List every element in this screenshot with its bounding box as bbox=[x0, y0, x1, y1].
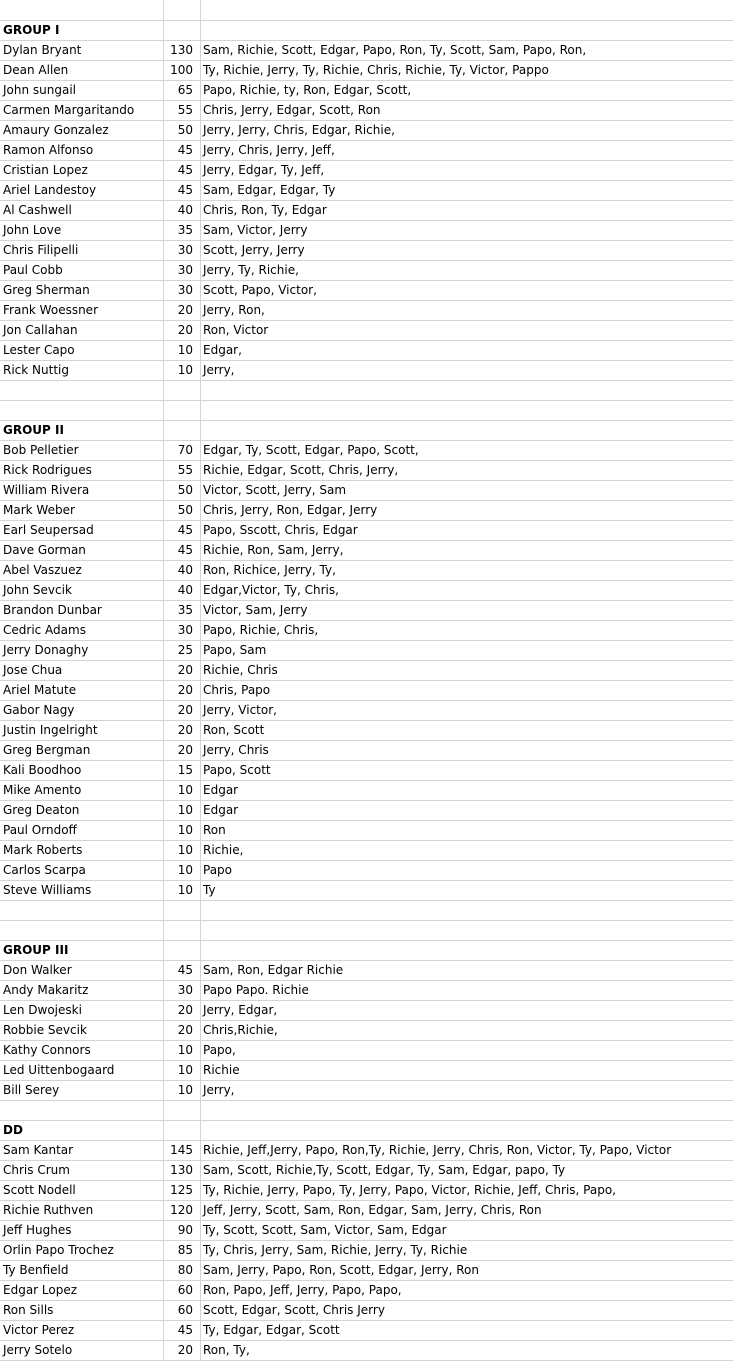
points-cell[interactable]: 45 bbox=[164, 141, 201, 160]
referral-names-cell[interactable]: Victor, Sam, Jerry bbox=[203, 603, 308, 617]
points-cell[interactable]: 20 bbox=[164, 741, 201, 760]
table-row bbox=[0, 1281, 733, 1301]
table-row bbox=[0, 741, 733, 761]
referral-names-cell[interactable]: Chris, Jerry, Edgar, Scott, Ron bbox=[203, 103, 381, 117]
blank-row bbox=[0, 901, 733, 921]
group-title[interactable]: DD bbox=[0, 1121, 164, 1140]
referral-names-cell[interactable]: Sam, Richie, Scott, Edgar, Papo, Ron, Ty, Scott, Sam, Papo, Ron, bbox=[203, 43, 587, 57]
member-name-cell[interactable]: Sam Kantar bbox=[0, 1141, 164, 1160]
table-row bbox=[0, 641, 733, 661]
referral-names-cell[interactable]: Papo, Sam bbox=[203, 643, 267, 657]
table-row bbox=[0, 101, 733, 121]
points-cell[interactable]: 50 bbox=[164, 481, 201, 500]
member-name-cell[interactable]: Justin Ingelright bbox=[0, 721, 164, 740]
table-row bbox=[0, 1041, 733, 1061]
blank-row bbox=[0, 381, 733, 401]
member-name-cell[interactable] bbox=[0, 0, 164, 20]
points-cell[interactable]: 20 bbox=[164, 661, 201, 680]
referral-names-cell[interactable]: Jerry, Chris, Jerry, Jeff, bbox=[203, 143, 335, 157]
points-cell[interactable]: 30 bbox=[164, 281, 201, 300]
referral-names-cell[interactable]: Jerry, Jerry, Chris, Edgar, Richie, bbox=[203, 123, 395, 137]
table-row bbox=[0, 1221, 733, 1241]
member-name-cell[interactable]: Chris Filipelli bbox=[0, 241, 164, 260]
member-name-cell[interactable]: Kali Boodhoo bbox=[0, 761, 164, 780]
table-row bbox=[0, 501, 733, 521]
referral-names-cell[interactable]: Ty bbox=[203, 883, 216, 897]
points-cell[interactable]: 80 bbox=[164, 1261, 201, 1280]
member-name-cell[interactable]: Abel Vaszuez bbox=[0, 561, 164, 580]
member-name-cell[interactable]: Dylan Bryant bbox=[0, 41, 164, 60]
points-cell[interactable] bbox=[164, 901, 201, 920]
member-name-cell[interactable]: Bill Serey bbox=[0, 1081, 164, 1100]
member-name-cell[interactable]: Len Dwojeski bbox=[0, 1001, 164, 1020]
points-cell[interactable]: 10 bbox=[164, 1061, 201, 1080]
referral-names-cell[interactable]: Ty, Richie, Jerry, Ty, Richie, Chris, Richie, Ty, Victor, Pappo bbox=[203, 63, 549, 77]
points-cell[interactable] bbox=[164, 1101, 201, 1120]
member-name-cell[interactable]: Jerry Sotelo bbox=[0, 1341, 164, 1360]
member-name-cell[interactable]: Scott Nodell bbox=[0, 1181, 164, 1200]
table-row bbox=[0, 81, 733, 101]
table-row bbox=[0, 221, 733, 241]
table-row bbox=[0, 301, 733, 321]
table-row bbox=[0, 1241, 733, 1261]
table-row bbox=[0, 861, 733, 881]
table-row bbox=[0, 801, 733, 821]
points-cell[interactable]: 120 bbox=[164, 1201, 201, 1220]
blank-row bbox=[0, 921, 733, 941]
group-header-dd bbox=[0, 1121, 733, 1141]
member-name-cell[interactable]: Mark Roberts bbox=[0, 841, 164, 860]
points-cell[interactable]: 25 bbox=[164, 641, 201, 660]
referral-names-cell[interactable]: Richie, Ron, Sam, Jerry, bbox=[203, 543, 344, 557]
table-row bbox=[0, 841, 733, 861]
table-row bbox=[0, 1301, 733, 1321]
points-cell[interactable] bbox=[164, 1121, 201, 1140]
member-name-cell[interactable]: Amaury Gonzalez bbox=[0, 121, 164, 140]
member-name-cell[interactable]: Carlos Scarpa bbox=[0, 861, 164, 880]
referral-names-cell[interactable]: Scott, Edgar, Scott, Chris Jerry bbox=[203, 1303, 385, 1317]
points-cell[interactable]: 90 bbox=[164, 1221, 201, 1240]
table-row bbox=[0, 701, 733, 721]
table-row bbox=[0, 261, 733, 281]
group-header-group-i bbox=[0, 21, 733, 41]
member-name-cell[interactable]: Victor Perez bbox=[0, 1321, 164, 1340]
member-name-cell[interactable]: Led Uittenbogaard bbox=[0, 1061, 164, 1080]
points-cell[interactable]: 30 bbox=[164, 981, 201, 1000]
member-name-cell[interactable]: Bob Pelletier bbox=[0, 441, 164, 460]
points-cell[interactable]: 55 bbox=[164, 461, 201, 480]
referral-names-cell[interactable]: Richie, Chris bbox=[203, 663, 278, 677]
referral-names-cell[interactable]: Ty, Richie, Jerry, Papo, Ty, Jerry, Papo, Victor, Richie, Jeff, Chris, Papo, bbox=[203, 1183, 616, 1197]
member-name-cell[interactable] bbox=[0, 381, 164, 400]
points-cell[interactable]: 40 bbox=[164, 581, 201, 600]
table-row bbox=[0, 1161, 733, 1181]
referral-names-cell[interactable]: Edgar, Ty, Scott, Edgar, Papo, Scott, bbox=[203, 443, 419, 457]
referral-names-cell[interactable]: Chris, Ron, Ty, Edgar bbox=[203, 203, 327, 217]
points-cell[interactable]: 130 bbox=[164, 1161, 201, 1180]
points-cell[interactable]: 45 bbox=[164, 1321, 201, 1340]
table-row bbox=[0, 41, 733, 61]
referral-names-cell[interactable]: Ron, Ty, bbox=[203, 1343, 250, 1357]
referral-names-cell[interactable]: Richie bbox=[203, 1063, 240, 1077]
referral-names-cell[interactable]: Sam, Victor, Jerry bbox=[203, 223, 308, 237]
table-row bbox=[0, 621, 733, 641]
referral-names-cell[interactable]: Ron, Scott bbox=[203, 723, 265, 737]
table-row bbox=[0, 1001, 733, 1021]
group-header-group-ii bbox=[0, 421, 733, 441]
member-name-cell[interactable]: Orlin Papo Trochez bbox=[0, 1241, 164, 1260]
referral-names-cell[interactable]: Scott, Papo, Victor, bbox=[203, 283, 317, 297]
points-cell[interactable]: 70 bbox=[164, 441, 201, 460]
referral-names-cell[interactable]: Edgar bbox=[203, 803, 239, 817]
referral-names-cell[interactable]: Sam, Ron, Edgar Richie bbox=[203, 963, 344, 977]
points-cell[interactable]: 10 bbox=[164, 881, 201, 900]
member-name-cell[interactable]: Al Cashwell bbox=[0, 201, 164, 220]
points-cell[interactable]: 40 bbox=[164, 201, 201, 220]
referral-names-cell[interactable]: Edgar, bbox=[203, 343, 242, 357]
member-name-cell[interactable]: Dean Allen bbox=[0, 61, 164, 80]
table-row bbox=[0, 561, 733, 581]
member-name-cell[interactable]: Jose Chua bbox=[0, 661, 164, 680]
table-row bbox=[0, 121, 733, 141]
referral-names-cell[interactable]: Sam, Scott, Richie,Ty, Scott, Edgar, Ty, Sam, Edgar, papo, Ty bbox=[203, 1163, 566, 1177]
referral-names-cell[interactable]: Ron, Papo, Jeff, Jerry, Papo, Papo, bbox=[203, 1283, 402, 1297]
referral-names-cell[interactable]: Richie, Jeff,Jerry, Papo, Ron,Ty, Richie, Jerry, Chris, Ron, Victor, Ty, Papo, Victor bbox=[203, 1143, 672, 1157]
points-cell[interactable]: 20 bbox=[164, 1021, 201, 1040]
member-name-cell[interactable]: Jon Callahan bbox=[0, 321, 164, 340]
member-name-cell[interactable]: Greg Sherman bbox=[0, 281, 164, 300]
table-row bbox=[0, 1081, 733, 1101]
member-name-cell[interactable]: Ariel Matute bbox=[0, 681, 164, 700]
group-title[interactable]: GROUP I bbox=[0, 21, 164, 40]
points-cell[interactable]: 55 bbox=[164, 101, 201, 120]
referral-names-cell[interactable]: Edgar bbox=[203, 783, 239, 797]
points-cell[interactable]: 35 bbox=[164, 601, 201, 620]
referral-names-cell[interactable]: Richie, Edgar, Scott, Chris, Jerry, bbox=[203, 463, 399, 477]
referral-names-cell[interactable] bbox=[201, 1101, 733, 1120]
points-cell[interactable]: 65 bbox=[164, 81, 201, 100]
table-row bbox=[0, 1021, 733, 1041]
referral-names-cell[interactable]: Jerry, Victor, bbox=[203, 703, 277, 717]
member-name-cell[interactable]: Cedric Adams bbox=[0, 621, 164, 640]
table-row bbox=[0, 201, 733, 221]
member-name-cell[interactable] bbox=[0, 901, 164, 920]
blank-row bbox=[0, 1101, 733, 1121]
points-cell[interactable]: 10 bbox=[164, 841, 201, 860]
points-cell[interactable]: 20 bbox=[164, 1001, 201, 1020]
referral-names-cell[interactable] bbox=[201, 401, 733, 420]
member-name-cell[interactable]: Rick Rodrigues bbox=[0, 461, 164, 480]
referral-names-cell[interactable]: Edgar,Victor, Ty, Chris, bbox=[203, 583, 339, 597]
table-row bbox=[0, 1141, 733, 1161]
member-name-cell[interactable]: Robbie Sevcik bbox=[0, 1021, 164, 1040]
member-name-cell[interactable]: Richie Ruthven bbox=[0, 1201, 164, 1220]
referral-names-cell[interactable] bbox=[201, 381, 733, 400]
member-name-cell[interactable]: Paul Orndoff bbox=[0, 821, 164, 840]
member-name-cell[interactable]: John Love bbox=[0, 221, 164, 240]
member-name-cell[interactable]: Earl Seupersad bbox=[0, 521, 164, 540]
member-name-cell[interactable] bbox=[0, 1101, 164, 1120]
table-row bbox=[0, 981, 733, 1001]
referral-names-cell[interactable]: Jerry, Ty, Richie, bbox=[203, 263, 299, 277]
table-row bbox=[0, 1321, 733, 1341]
member-name-cell[interactable]: Jerry Donaghy bbox=[0, 641, 164, 660]
points-cell[interactable]: 20 bbox=[164, 681, 201, 700]
points-cell[interactable]: 60 bbox=[164, 1281, 201, 1300]
referral-names-cell[interactable]: Ty, Chris, Jerry, Sam, Richie, Jerry, Ty, Richie bbox=[203, 1243, 468, 1257]
member-name-cell[interactable]: Brandon Dunbar bbox=[0, 601, 164, 620]
member-name-cell[interactable]: Ariel Landestoy bbox=[0, 181, 164, 200]
referral-names-cell[interactable]: Ron, Richice, Jerry, Ty, bbox=[203, 563, 336, 577]
points-cell[interactable]: 45 bbox=[164, 181, 201, 200]
member-name-cell[interactable]: Ron Sills bbox=[0, 1301, 164, 1320]
points-cell[interactable] bbox=[164, 381, 201, 400]
table-row bbox=[0, 541, 733, 561]
points-cell[interactable] bbox=[164, 0, 201, 20]
member-name-cell[interactable]: Carmen Margaritando bbox=[0, 101, 164, 120]
points-cell[interactable]: 10 bbox=[164, 1081, 201, 1100]
points-cell[interactable]: 40 bbox=[164, 561, 201, 580]
member-name-cell[interactable]: Don Walker bbox=[0, 961, 164, 980]
points-cell[interactable]: 50 bbox=[164, 121, 201, 140]
points-cell[interactable]: 30 bbox=[164, 241, 201, 260]
member-name-cell[interactable]: Steve Williams bbox=[0, 881, 164, 900]
points-cell[interactable]: 10 bbox=[164, 821, 201, 840]
points-cell[interactable]: 10 bbox=[164, 801, 201, 820]
table-row bbox=[0, 1341, 733, 1361]
member-name-cell[interactable]: Lester Capo bbox=[0, 341, 164, 360]
table-row bbox=[0, 1261, 733, 1281]
table-row bbox=[0, 61, 733, 81]
points-cell[interactable]: 15 bbox=[164, 761, 201, 780]
points-cell[interactable]: 45 bbox=[164, 161, 201, 180]
table-row bbox=[0, 161, 733, 181]
table-row bbox=[0, 281, 733, 301]
table-row bbox=[0, 721, 733, 741]
points-cell[interactable]: 10 bbox=[164, 341, 201, 360]
referral-names-cell[interactable]: Jerry, Chris bbox=[203, 743, 269, 757]
points-cell[interactable]: 30 bbox=[164, 621, 201, 640]
points-cell[interactable]: 10 bbox=[164, 781, 201, 800]
referral-names-cell[interactable]: Papo bbox=[203, 863, 233, 877]
referral-names-cell[interactable] bbox=[201, 901, 733, 920]
member-name-cell[interactable] bbox=[0, 401, 164, 420]
points-cell[interactable]: 50 bbox=[164, 501, 201, 520]
group-title[interactable]: GROUP III bbox=[0, 941, 164, 960]
member-name-cell[interactable]: William Rivera bbox=[0, 481, 164, 500]
referral-names-cell[interactable]: Ron, Victor bbox=[203, 323, 269, 337]
table-row bbox=[0, 241, 733, 261]
referral-names-cell[interactable]: Jerry, Edgar, Ty, Jeff, bbox=[203, 163, 325, 177]
member-name-cell[interactable]: Ty Benfield bbox=[0, 1261, 164, 1280]
member-name-cell[interactable]: Edgar Lopez bbox=[0, 1281, 164, 1300]
member-name-cell[interactable]: Mark Weber bbox=[0, 501, 164, 520]
referral-names-cell[interactable] bbox=[201, 1121, 733, 1140]
table-row bbox=[0, 181, 733, 201]
table-row bbox=[0, 321, 733, 341]
member-name-cell[interactable]: Jeff Hughes bbox=[0, 1221, 164, 1240]
points-cell[interactable]: 20 bbox=[164, 301, 201, 320]
member-name-cell[interactable]: Chris Crum bbox=[0, 1161, 164, 1180]
referral-names-cell[interactable]: Victor, Scott, Jerry, Sam bbox=[203, 483, 347, 497]
referral-names-cell[interactable]: Chris, Papo bbox=[203, 683, 271, 697]
member-name-cell[interactable]: Cristian Lopez bbox=[0, 161, 164, 180]
referral-names-cell[interactable]: Jerry, Edgar, bbox=[203, 1003, 278, 1017]
referral-names-cell[interactable]: Papo, Sscott, Chris, Edgar bbox=[203, 523, 358, 537]
table-row bbox=[0, 761, 733, 781]
points-cell[interactable]: 20 bbox=[164, 701, 201, 720]
referral-names-cell[interactable]: Papo, bbox=[203, 1043, 236, 1057]
points-cell[interactable]: 20 bbox=[164, 321, 201, 340]
points-cell[interactable]: 10 bbox=[164, 861, 201, 880]
member-name-cell[interactable]: John sungail bbox=[0, 81, 164, 100]
referral-names-cell[interactable]: Jerry, bbox=[203, 1083, 235, 1097]
table-row bbox=[0, 481, 733, 501]
referral-names-cell[interactable]: Papo, Richie, Chris, bbox=[203, 623, 319, 637]
referral-names-cell[interactable]: Jeff, Jerry, Scott, Sam, Ron, Edgar, Sam, Jerry, Chris, Ron bbox=[203, 1203, 542, 1217]
points-cell[interactable]: 20 bbox=[164, 1341, 201, 1360]
table-row bbox=[0, 781, 733, 801]
points-cell[interactable]: 125 bbox=[164, 1181, 201, 1200]
table-row bbox=[0, 341, 733, 361]
member-name-cell[interactable]: Dave Gorman bbox=[0, 541, 164, 560]
table-row bbox=[0, 1061, 733, 1081]
points-cell[interactable]: 60 bbox=[164, 1301, 201, 1320]
referral-names-cell[interactable]: Papo, Scott bbox=[203, 763, 271, 777]
referral-names-cell[interactable]: Richie, bbox=[203, 843, 244, 857]
member-name-cell[interactable]: Mike Amento bbox=[0, 781, 164, 800]
points-cell[interactable]: 130 bbox=[164, 41, 201, 60]
points-cell[interactable]: 45 bbox=[164, 521, 201, 540]
referral-names-cell[interactable]: Scott, Jerry, Jerry bbox=[203, 243, 305, 257]
table-row bbox=[0, 681, 733, 701]
member-name-cell[interactable]: Greg Deaton bbox=[0, 801, 164, 820]
points-cell[interactable]: 85 bbox=[164, 1241, 201, 1260]
referral-names-cell[interactable]: Papo, Richie, ty, Ron, Edgar, Scott, bbox=[203, 83, 412, 97]
table-row bbox=[0, 141, 733, 161]
points-cell[interactable]: 10 bbox=[164, 361, 201, 380]
member-name-cell[interactable] bbox=[0, 921, 164, 940]
points-cell[interactable] bbox=[164, 21, 201, 40]
blank-row bbox=[0, 401, 733, 421]
member-name-cell[interactable]: Frank Woessner bbox=[0, 301, 164, 320]
points-cell[interactable]: 20 bbox=[164, 721, 201, 740]
referral-names-cell[interactable] bbox=[201, 21, 733, 40]
table-row bbox=[0, 441, 733, 461]
table-row bbox=[0, 661, 733, 681]
referral-names-cell[interactable] bbox=[201, 421, 733, 440]
referral-names-cell[interactable]: Sam, Jerry, Papo, Ron, Scott, Edgar, Jerry, Ron bbox=[203, 1263, 479, 1277]
referral-names-cell[interactable]: Jerry, Ron, bbox=[203, 303, 265, 317]
table-row bbox=[0, 521, 733, 541]
points-cell[interactable]: 30 bbox=[164, 261, 201, 280]
points-cell[interactable]: 45 bbox=[164, 541, 201, 560]
points-cell[interactable]: 100 bbox=[164, 61, 201, 80]
points-cell[interactable] bbox=[164, 941, 201, 960]
referral-names-cell[interactable] bbox=[201, 0, 733, 20]
member-name-cell[interactable]: Greg Bergman bbox=[0, 741, 164, 760]
blank-row bbox=[0, 0, 733, 21]
referral-names-cell[interactable]: Chris,Richie, bbox=[203, 1023, 278, 1037]
referral-names-cell[interactable]: Ron bbox=[203, 823, 226, 837]
member-name-cell[interactable]: John Sevcik bbox=[0, 581, 164, 600]
referral-names-cell[interactable] bbox=[201, 921, 733, 940]
member-name-cell[interactable]: Kathy Connors bbox=[0, 1041, 164, 1060]
group-title[interactable]: GROUP II bbox=[0, 421, 164, 440]
member-name-cell[interactable]: Andy Makaritz bbox=[0, 981, 164, 1000]
referral-names-cell[interactable]: Ty, Edgar, Edgar, Scott bbox=[203, 1323, 340, 1337]
referral-names-cell[interactable]: Sam, Edgar, Edgar, Ty bbox=[203, 183, 336, 197]
table-row bbox=[0, 1201, 733, 1221]
table-row bbox=[0, 881, 733, 901]
referral-names-cell[interactable]: Papo Papo. Richie bbox=[203, 983, 309, 997]
referral-names-cell[interactable]: Chris, Jerry, Ron, Edgar, Jerry bbox=[203, 503, 378, 517]
referral-names-cell[interactable] bbox=[201, 941, 733, 960]
points-cell[interactable]: 35 bbox=[164, 221, 201, 240]
member-name-cell[interactable]: Ramon Alfonso bbox=[0, 141, 164, 160]
points-cell[interactable] bbox=[164, 421, 201, 440]
points-cell[interactable]: 45 bbox=[164, 961, 201, 980]
points-cell[interactable] bbox=[164, 401, 201, 420]
referral-names-cell[interactable]: Jerry, bbox=[203, 363, 235, 377]
points-cell[interactable]: 145 bbox=[164, 1141, 201, 1160]
referral-names-cell[interactable]: Ty, Scott, Scott, Sam, Victor, Sam, Edgar bbox=[203, 1223, 447, 1237]
points-cell[interactable] bbox=[164, 921, 201, 940]
member-name-cell[interactable]: Paul Cobb bbox=[0, 261, 164, 280]
group-header-group-iii bbox=[0, 941, 733, 961]
member-name-cell[interactable]: Gabor Nagy bbox=[0, 701, 164, 720]
table-row bbox=[0, 461, 733, 481]
table-row bbox=[0, 361, 733, 381]
table-row bbox=[0, 581, 733, 601]
points-cell[interactable]: 10 bbox=[164, 1041, 201, 1060]
table-row bbox=[0, 1181, 733, 1201]
table-row bbox=[0, 601, 733, 621]
member-name-cell[interactable]: Rick Nuttig bbox=[0, 361, 164, 380]
table-row bbox=[0, 961, 733, 981]
table-row bbox=[0, 821, 733, 841]
